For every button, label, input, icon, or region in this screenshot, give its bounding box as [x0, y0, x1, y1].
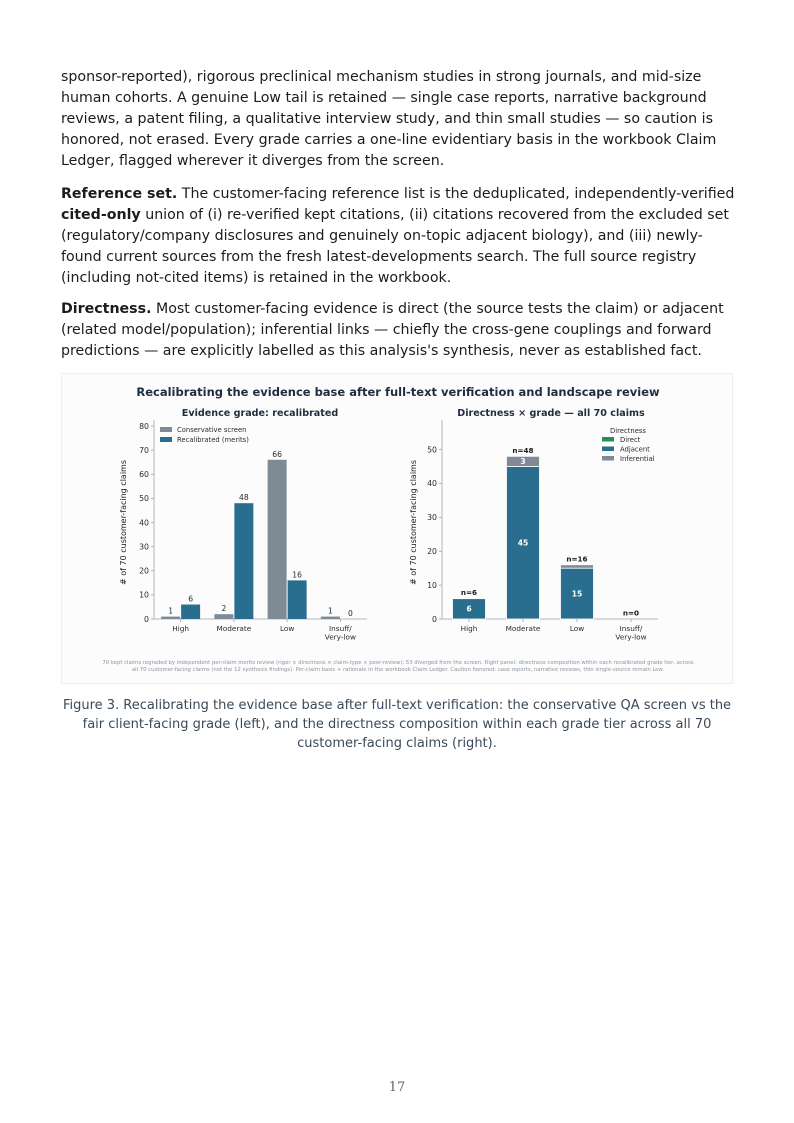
- y-tick-label: 30: [139, 542, 149, 552]
- paragraph-text: sponsor-reported), rigorous preclinical mechanism studies in strong journals, and mid-size human cohorts. A genuine Low tail is retained — single case reports, narrative background reviews, a patent filing, a qualitative interview study, and thin small studies — so caution is honored, not erased. Every grade carries a one-line evidentiary basis in the workbook Claim Ledger, flagged wherever it diverges from the screen.: [61, 69, 717, 169]
- x-tick-label-line: Moderate: [505, 624, 541, 633]
- paragraph-text: Most customer-facing evidence is direct (the source tests the claim) or adjacent (related model/population); inferential links — chiefly the cross-gene couplings and forward predictions — are explicitly labelled as this analysis's synthesis, never as established fact.: [61, 301, 724, 359]
- figure-3: [61, 373, 733, 684]
- x-tick-label-line: Low: [279, 624, 295, 633]
- x-tick-label: [615, 624, 646, 642]
- emphasis-text: cited-only: [61, 207, 141, 223]
- left-panel-grade-chart: [119, 408, 367, 642]
- y-tick-label: 70: [139, 445, 149, 455]
- right-legend: [602, 427, 655, 463]
- segment-value-label: 15: [571, 589, 583, 599]
- bar-total-label: n=16: [566, 554, 588, 564]
- figure-footnote-line1: 70 kept claims regraded by independent per-claim merits review (rigor × directness × claim-type × peer-review); 53 diverged from the screen. Right panel: directness composition within each recalibrated grade tier, across: [102, 660, 694, 666]
- segment-value-label: 6: [466, 604, 472, 614]
- y-tick-label: 30: [427, 513, 437, 523]
- bar-conservative-2: [268, 460, 287, 619]
- x-tick-label-line: High: [460, 624, 478, 633]
- y-tick-label: 40: [427, 479, 437, 489]
- y-tick-label: 80: [139, 421, 149, 431]
- left-legend: [160, 426, 249, 444]
- x-tick-label: [217, 624, 252, 633]
- legend-title: Directness: [610, 427, 646, 435]
- bar-recalibrated-0: [181, 605, 200, 619]
- y-tick-label: 60: [139, 470, 149, 480]
- y-tick-label: 10: [427, 580, 437, 590]
- stacked-segment-inferential-2: [561, 565, 594, 568]
- y-tick-label: 10: [139, 590, 149, 600]
- y-tick-label: 0: [144, 614, 149, 624]
- x-tick-label-line: Moderate: [216, 624, 252, 633]
- bar-conservative-0: [161, 617, 180, 619]
- y-tick-label: 20: [139, 566, 149, 576]
- legend-label: Direct: [620, 435, 641, 444]
- x-tick-label: [506, 624, 541, 633]
- legend-label: Conservative screen: [177, 426, 247, 434]
- bar-conservative-3: [321, 617, 340, 619]
- y-tick-label: 40: [139, 518, 149, 528]
- paragraph-lead: Reference set.: [61, 186, 178, 202]
- bar-value-label: 6: [188, 594, 194, 604]
- figure-footnote-line2: all 70 customer-facing claims (not the 12 synthesis findings). Per-claim basis + rationale in the workbook Claim Ledger. Caution honored: case reports, narrative reviews, thin single-source remain Low.: [131, 667, 665, 673]
- figure-suptitle: Recalibrating the evidence base after full-text verification and landscape review: [136, 385, 660, 399]
- figure-caption: Figure 3. Recalibrating the evidence base after full-text verification: the conservative QA screen vs the fair client-facing grade (left), and the directness composition within each grade tier across all 70 customer-facing claims (right).: [62, 698, 732, 751]
- legend-swatch: [602, 437, 614, 442]
- y-axis-label: # of 70 customer-facing claims: [119, 459, 128, 586]
- paragraph-text: The customer-facing reference list is the deduplicated, independently-verified: [177, 186, 735, 202]
- bar-total-label: n=48: [512, 445, 534, 455]
- bar-total-label: n=6: [460, 588, 478, 598]
- x-tick-label: [280, 624, 294, 633]
- legend-label: Inferential: [620, 454, 655, 463]
- figure-3-chart-canvas: [62, 374, 734, 685]
- x-tick-label-line: High: [172, 624, 190, 633]
- paragraph-text: union of (i) re-verified kept citations, (ii) citations recovered from the excluded set (regulatory/company disclosures and genuinely on-topic adjacent biology), and (iii) newly-found current sources from the fresh latest-developments search. The full source registry (including not-cited items) is retained in the workbook.: [61, 207, 729, 286]
- segment-value-label: 45: [517, 538, 529, 548]
- x-tick-label: [325, 624, 356, 642]
- segment-value-label: 3: [520, 457, 526, 467]
- y-tick-label: 50: [139, 494, 149, 504]
- legend-swatch: [602, 456, 614, 461]
- bar-value-label: 66: [272, 449, 282, 459]
- bar-value-label: 2: [221, 604, 227, 614]
- bar-value-label: 0: [347, 609, 353, 618]
- x-tick-label-line: Low: [569, 624, 585, 633]
- y-tick-label: 0: [432, 614, 437, 624]
- left-chart-title: Evidence grade: recalibrated: [181, 408, 339, 419]
- x-tick-label-line: Insuff/: [619, 624, 643, 633]
- x-tick-label-line: Very-low: [324, 632, 356, 642]
- bar-conservative-1: [214, 614, 233, 619]
- legend-swatch: [602, 447, 614, 452]
- page-number: 17: [388, 1080, 406, 1095]
- x-tick-label-line: Insuff/: [329, 624, 352, 633]
- legend-swatch: [160, 437, 172, 442]
- bar-recalibrated-2: [288, 580, 307, 619]
- x-tick-label: [172, 624, 189, 633]
- body-paragraph-reference-set: [61, 184, 737, 289]
- body-paragraph-recalibration: [61, 67, 737, 172]
- right-panel-directness-chart: [409, 408, 658, 642]
- legend-swatch: [160, 427, 172, 432]
- legend-label: Recalibrated (merits): [177, 436, 249, 444]
- bar-value-label: 48: [239, 493, 249, 503]
- bar-value-label: 1: [168, 606, 174, 616]
- body-paragraph-directness: [61, 299, 737, 362]
- x-tick-label: [570, 624, 584, 633]
- x-tick-label-line: Very-low: [615, 632, 647, 642]
- right-chart-title: Directness × grade — all 70 claims: [457, 408, 645, 419]
- y-tick-label: 20: [427, 547, 437, 557]
- paragraph-lead: Directness.: [61, 301, 152, 317]
- bar-value-label: 16: [292, 570, 302, 580]
- bar-total-label: n=0: [622, 608, 640, 618]
- bar-recalibrated-1: [234, 503, 253, 619]
- y-tick-label: 50: [427, 445, 437, 455]
- bar-value-label: 1: [327, 606, 333, 616]
- x-tick-label: [461, 624, 478, 633]
- legend-label: Adjacent: [620, 445, 650, 454]
- y-axis-label: # of 70 customer-facing claims: [409, 459, 418, 586]
